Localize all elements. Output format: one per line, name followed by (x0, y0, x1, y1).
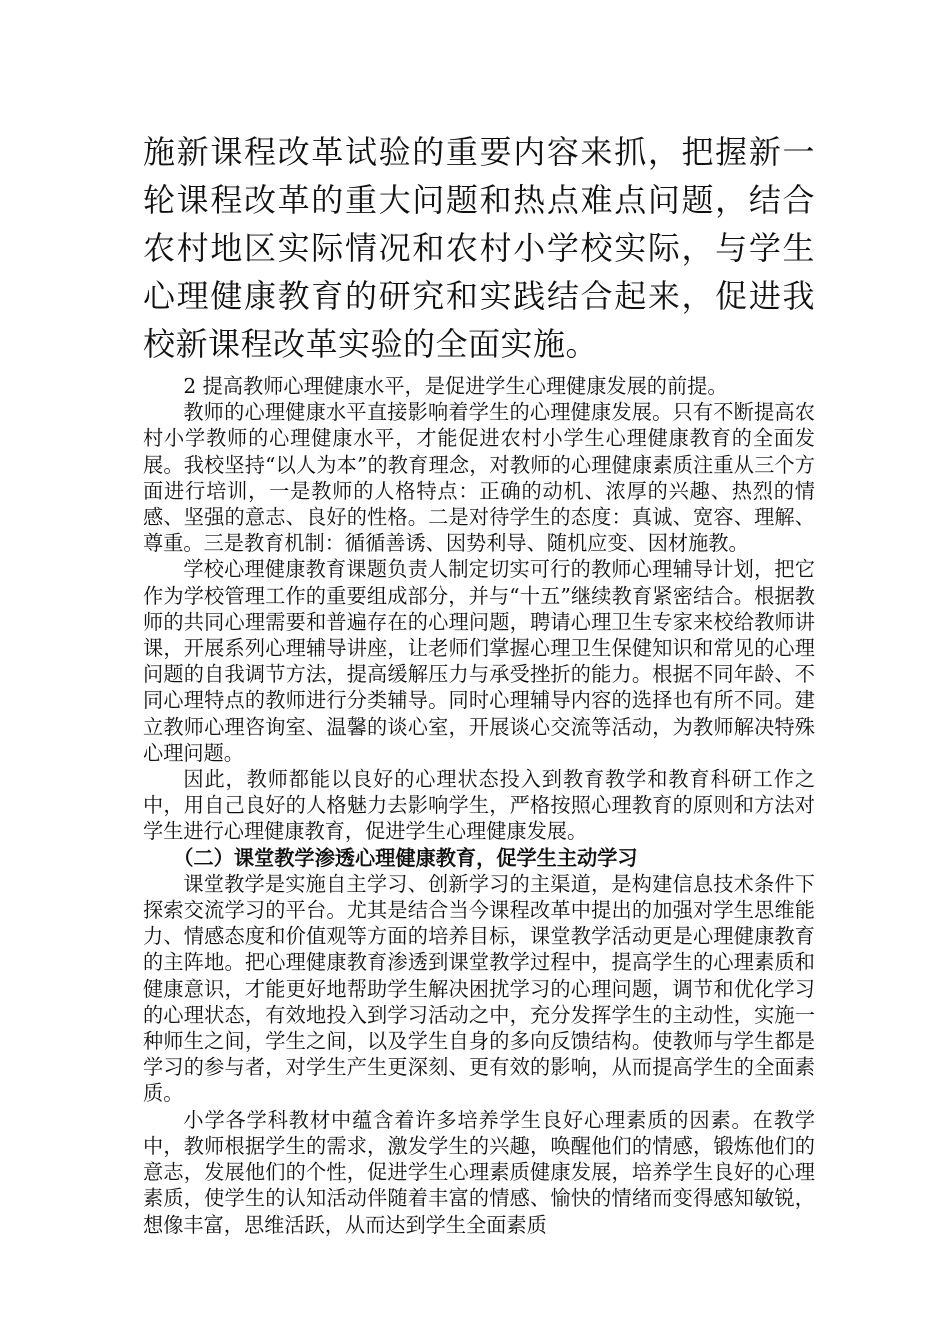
section-heading: （二）课堂教学渗透心理健康教育，促学生主动学习 (173, 845, 638, 870)
body-paragraph: 因此，教师都能以良好的心理状态投入到教育教学和教育科研工作之中，用自己良好的人格魅力去影响学生，严格按照心理教育的原则和方法对学生进行心理健康教育，促进学生心理健康发展。 (143, 767, 815, 844)
body-paragraph: 学校心理健康教育课题负责人制定切实可行的教师心理辅导计划，把它作为学校管理工作的重要组成部分，并与“十五”继续教育紧密结合。根据教师的共同心理需要和普遍存在的心理问题，聘请心理卫生专家来校给教师讲课，开展系列心理辅导讲座，让老师们掌握心理卫生保健知识和常见的心理问题的自我调节方法，提高缓解压力与承受挫折的能力。根据不同年龄、不同心理特点的教师进行分类辅导。同时心理辅导内容的选择也有所不同。建立教师心理咨询室、温馨的谈心室，开展谈心交流等活动，为教师解决特殊心理问题。 (143, 557, 815, 765)
body-paragraph: 小学各学科教材中蕴含着许多培养学生良好心理素质的因素。在教学中，教师根据学生的需求，激发学生的兴趣，唤醒他们的情感，锻炼他们的意志，发展他们的个性，促进学生心理素质健康发展，培养学生良好的心理素质，使学生的认知活动伴随着丰富的情感、愉快的情绪而变得感知敏锐，想像丰富，思维活跃，从而达到学生全面素质 (143, 1107, 815, 1237)
document-body (143, 373, 815, 1238)
lead-paragraph: 施新课程改革试验的重要内容来抓，把握新一轮课程改革的重大问题和热点难点问题，结合农村地区实际情况和农村小学校实际，与学生心理健康教育的研究和实践结合起来，促进我校新课程改革实验的全面实施。 (143, 133, 815, 363)
body-paragraph: 教师的心理健康水平直接影响着学生的心理健康发展。只有不断提高农村小学教师的心理健康水平，才能促进农村小学生心理健康教育的全面发展。我校坚持“以人为本”的教育理念，对教师的心理健康素质注重从三个方面进行培训，一是教师的人格特点：正确的动机、浓厚的兴趣、热烈的情感、坚强的意志、良好的性格。二是对待学生的态度：真诚、宽容、理解、尊重。三是教育机制：循循善诱、因势利导、随机应变、因材施教。 (143, 400, 815, 556)
body-paragraph: 课堂教学是实施自主学习、创新学习的主渠道，是构建信息技术条件下探索交流学习的平台。尤其是结合当今课程改革中提出的加强对学生思维能力、情感态度和价值观等方面的培养目标，课堂教学活动更是心理健康教育的主阵地。把心理健康教育渗透到课堂教学过程中，提高学生的心理素质和健康意识，才能更好地帮助学生解决困扰学习的心理问题，调节和优化学习的心理状态，有效地投入到学习活动之中，充分发挥学生的主动性，实施一种师生之间，学生之间，以及学生自身的多向反馈结构。使教师与学生都是学习的参与者，对学生产生更深刻、更有效的影响，从而提高学生的全面素质。 (143, 871, 815, 1106)
point-heading: 2 提高教师心理健康水平，是促进学生心理健康发展的前提。 (183, 374, 728, 398)
